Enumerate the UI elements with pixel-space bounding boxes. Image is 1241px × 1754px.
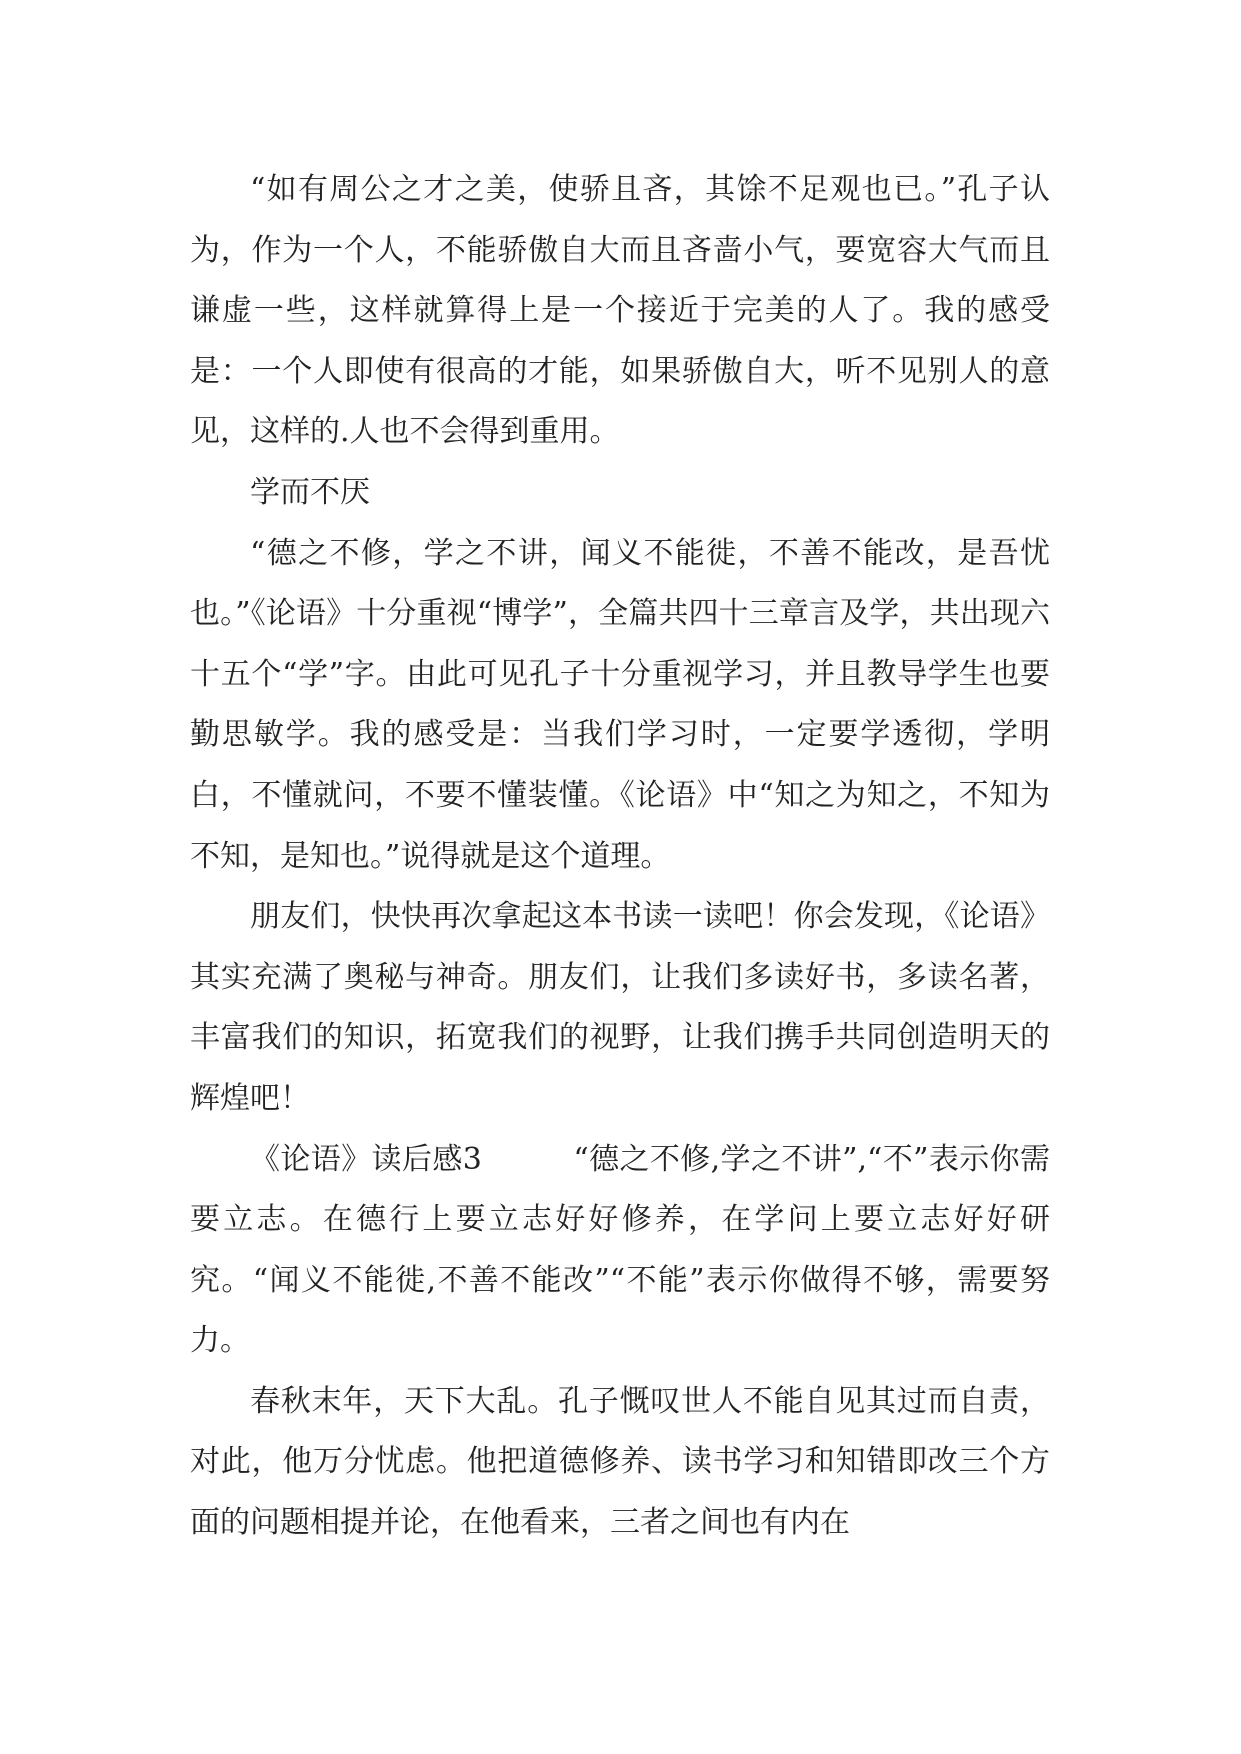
paragraph-friends: 朋友们，快快再次拿起这本书读一读吧！你会发现，《论语》其实充满了奥秘与神奇。朋友们，让我们多读好书，多读名著，丰富我们的知识，拓宽我们的视野，让我们携手共同创造明天的辉煌吧！ <box>190 899 1050 1116</box>
section-heading-xue-er-bu-yan: 学而不厌 <box>250 474 370 510</box>
paragraph-chunqiu: 春秋末年，天下大乱。孔子慨叹世人不能自见其过而自责，对此，他万分忧虑。他把道德修养、读书学习和知错即改三个方面的问题相提并论，在他看来，三者之间也有内在 <box>190 1383 1050 1541</box>
document-body <box>190 160 1050 1554</box>
paragraph-dezhibuxiu: “德之不修，学之不讲，闻义不能徙，不善不能改，是吾忧也。”《论语》十分重视“博学”，全篇共四十三章言及学，共出现六十五个“学”字。由此可见孔子十分重视学习，并且教导学生也要勤思敏学。我的感受是：当我们学习时，一定要学透彻，学明白，不懂就问，不要不懂装懂。《论语》中“知之为知之，不知为不知，是知也。”说得就是这个道理。 <box>190 535 1050 874</box>
paragraph-zhougong: “如有周公之才之美，使骄且吝，其馀不足观也已。”孔子认为，作为一个人，不能骄傲自大而且吝啬小气，要宽容大气而且谦虚一些，这样就算得上是一个接近于完美的人了。我的感受是：一个人即使有很高的才能，如果骄傲自大，听不见别人的意见，这样的.人也不会得到重用。 <box>190 172 1050 450</box>
paragraph-essay-3: 《论语》读后感3 “德之不修,学之不讲”,“不”表示你需要立志。在德行上要立志好好修养，在学问上要立志好好研究。“闻义不能徙,不善不能改”“不能”表示你做得不够，需要努力。 <box>190 1141 1050 1359</box>
